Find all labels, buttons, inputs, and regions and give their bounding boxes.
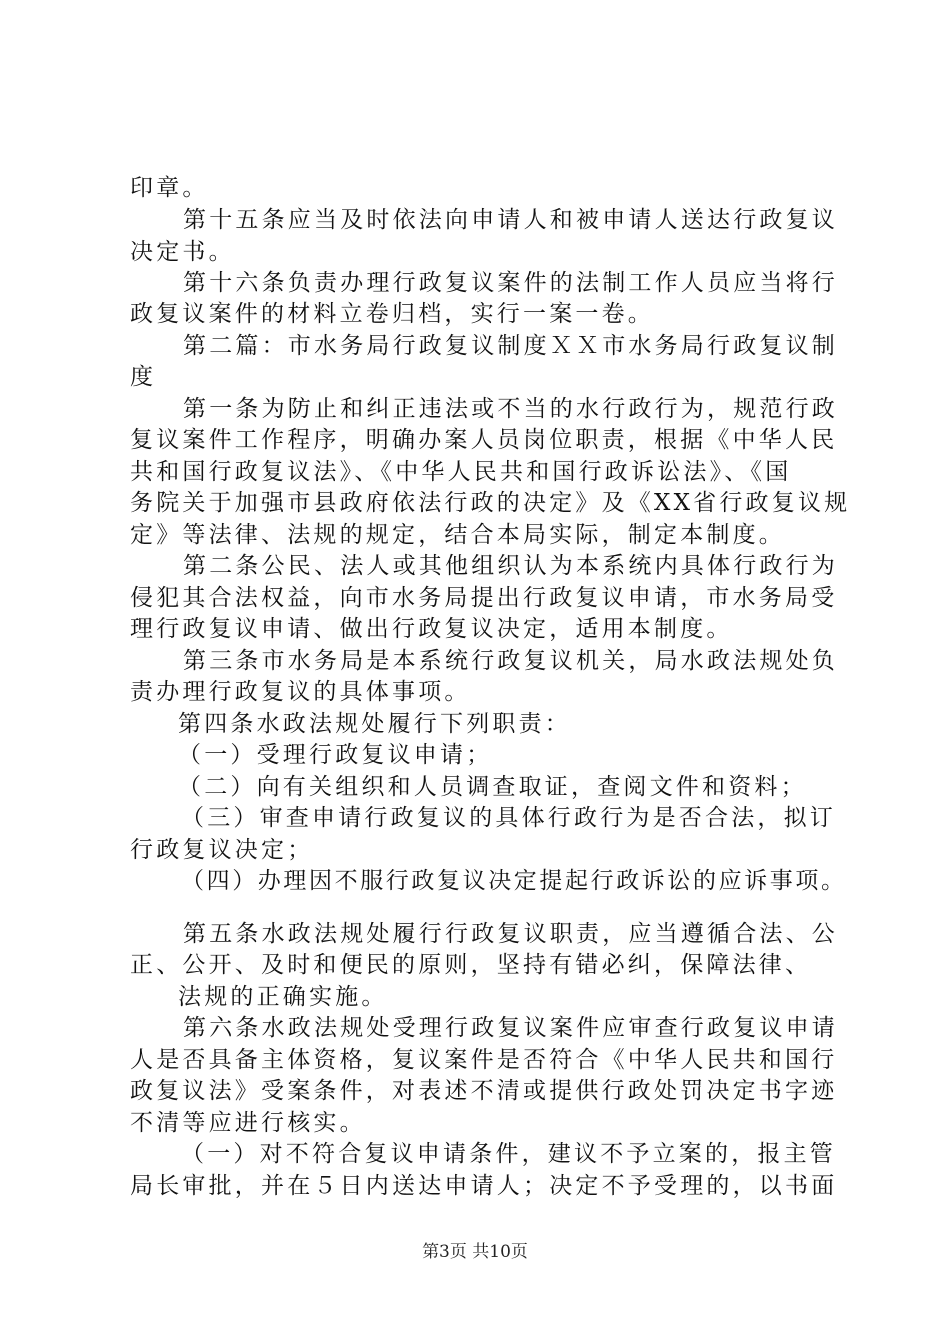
text-line: （一）对不符合复议申请条件，建议不予立案的，报主管 xyxy=(181,1141,836,1167)
text-line: 第二条公民、法人或其他组织认为本系统内具体行政行为 xyxy=(183,553,838,579)
text-line: 第三条市水务局是本系统行政复议机关，局水政法规处负 xyxy=(183,648,838,674)
text-line: 第五条水政法规处履行行政复议职责，应当遵循合法、公 xyxy=(183,921,838,947)
text-line: 第十五条应当及时依法向申请人和被申请人送达行政复议 xyxy=(183,207,838,233)
text-line: 法规的正确实施。 xyxy=(178,984,388,1010)
text-line: 行政复议决定； xyxy=(130,837,314,863)
text-line: 第四条水政法规处履行下列职责： xyxy=(178,711,571,737)
text-line: （一）受理行政复议申请； xyxy=(178,742,493,768)
text-line: 理行政复议申请、做出行政复议决定，适用本制度。 xyxy=(130,616,733,642)
text-line: 不清等应进行核实。 xyxy=(130,1110,366,1136)
text-line: （三）审查申请行政复议的具体行政行为是否合法，拟订 xyxy=(181,805,836,831)
text-line: 政复议法》受案条件，对表述不清或提供行政处罚决定书字迹 xyxy=(130,1078,838,1104)
text-line: 第十六条负责办理行政复议案件的法制工作人员应当将行 xyxy=(183,270,838,296)
text-line: 人是否具备主体资格，复议案件是否符合《中华人民共和国行 xyxy=(130,1047,838,1073)
text-line: 第二篇：市水务局行政复议制度ＸＸ市水务局行政复议制 xyxy=(183,333,838,359)
page-footer: 第3页 共10页 xyxy=(422,1242,528,1262)
text-line: 局长审批，并在５日内送达申请人；决定不予受理的，以书面 xyxy=(130,1173,838,1199)
text-line: （二）向有关组织和人员调查取证，查阅文件和资料； xyxy=(178,774,807,800)
text-line: 度 xyxy=(130,364,157,390)
text-line: 第一条为防止和纠正违法或不当的水行政行为，规范行政 xyxy=(183,396,838,422)
text-line: 共和国行政复议法》、《中华人民共和国行政诉讼法》、《国 xyxy=(130,459,792,485)
text-line: 侵犯其合法权益，向市水务局提出行政复议申请，市水务局受 xyxy=(130,585,838,611)
text-line: 务院关于加强市县政府依法行政的决定》及《XX省行政复议规 xyxy=(130,490,851,516)
text-line: 印章。 xyxy=(130,175,209,201)
text-line: 决定书。 xyxy=(130,239,235,265)
text-line: 复议案件工作程序，明确办案人员岗位职责，根据《中华人民 xyxy=(130,427,838,453)
text-line: 正、公开、及时和便民的原则，坚持有错必纠，保障法律、 xyxy=(130,952,812,978)
text-line: 责办理行政复议的具体事项。 xyxy=(130,679,471,705)
text-line: 政复议案件的材料立卷归档，实行一案一卷。 xyxy=(130,301,654,327)
text-line: （四）办理因不服行政复议决定提起行政诉讼的应诉事项。 xyxy=(181,868,847,894)
text-line: 定》等法律、法规的规定，结合本局实际，制定本制度。 xyxy=(130,522,785,548)
text-line: 第六条水政法规处受理行政复议案件应审查行政复议申请 xyxy=(183,1015,838,1041)
